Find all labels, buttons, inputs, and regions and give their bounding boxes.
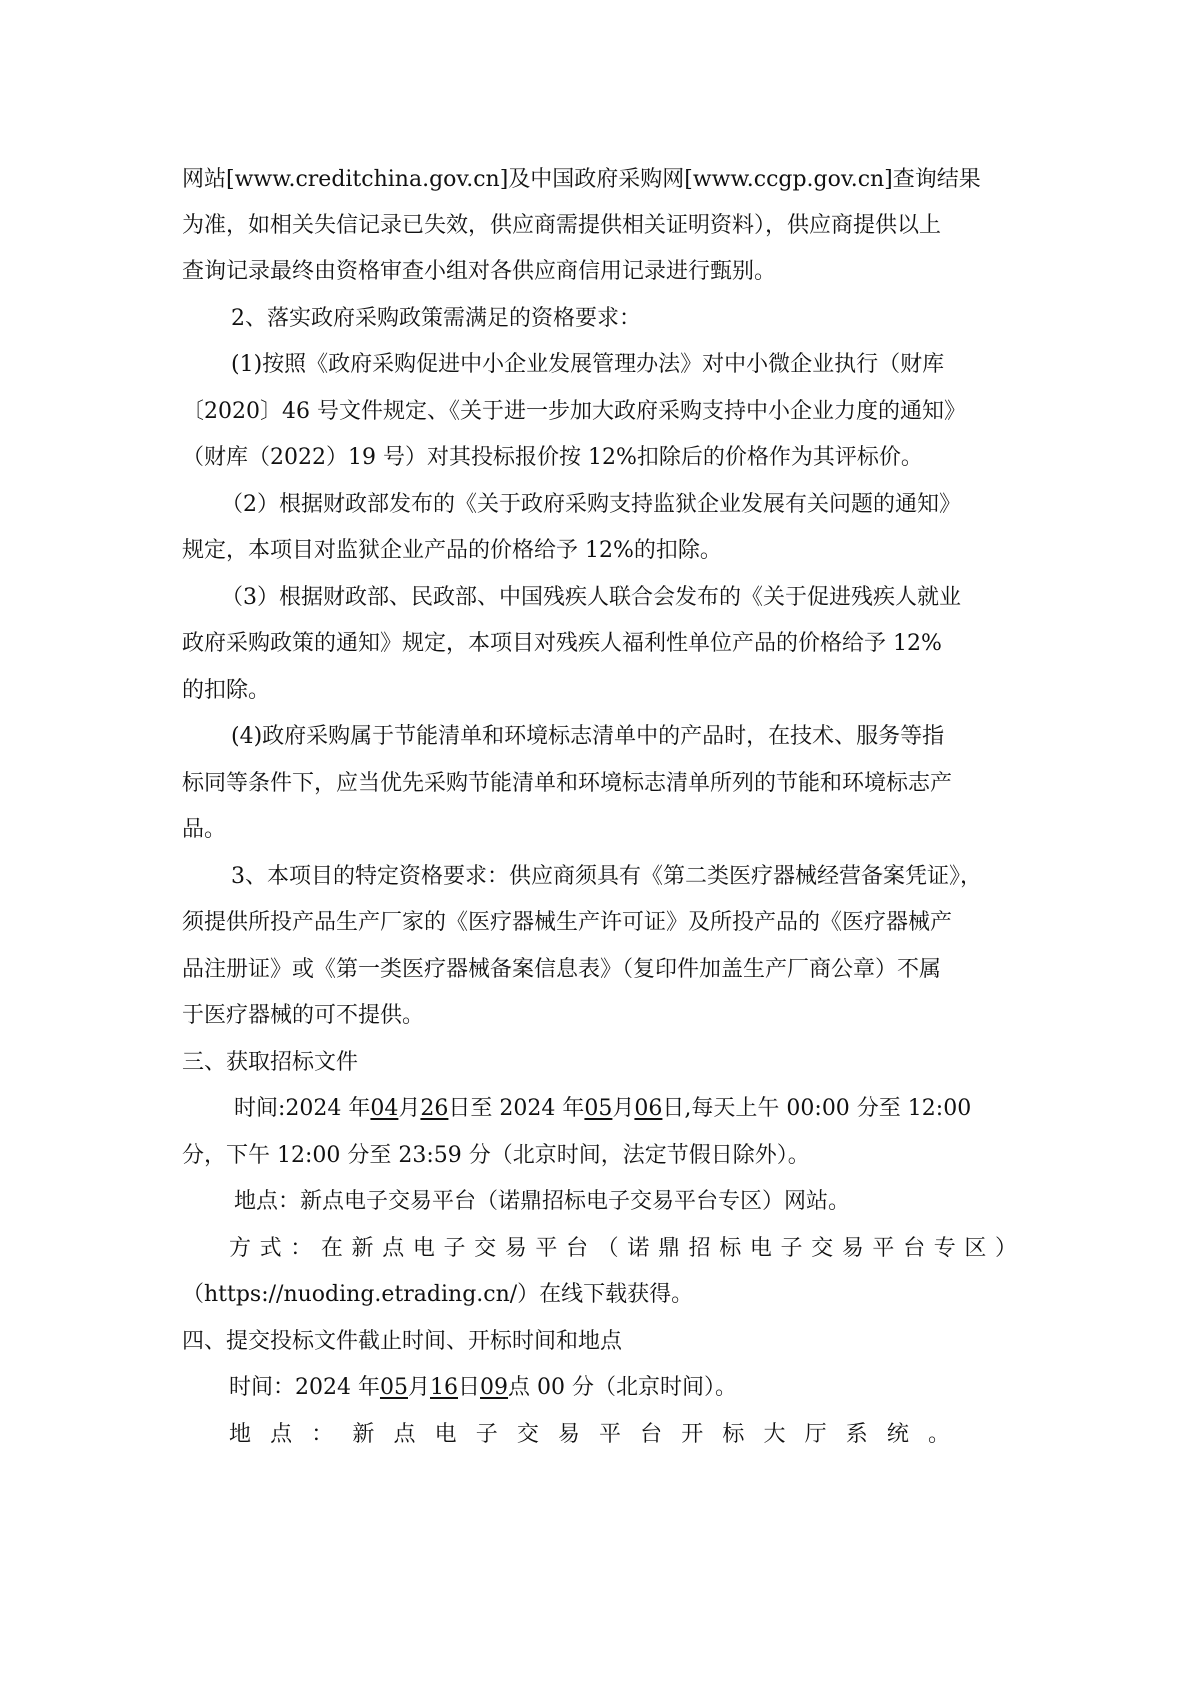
month-value: 04 — [370, 1096, 399, 1121]
text: 日,每天上午 00:00 分至 12:00 — [662, 1096, 972, 1121]
paragraph-line: 品。 — [182, 817, 227, 842]
paragraph-line: 3、本项目的特定资格要求：供应商须具有《第二类医疗器械经营备案凭证》， — [231, 864, 982, 889]
get-time-continuation: 分，下午 12:00 分至 23:59 分（北京时间，法定节假日除外）。 — [182, 1143, 810, 1168]
month-value: 05 — [584, 1096, 613, 1121]
method-line: 方式：在新点电子交易平台（诺鼎招标电子交易平台专区） — [229, 1236, 1017, 1261]
paragraph-line: 为准，如相关失信记录已失效，供应商需提供相关证明资料），供应商提供以上 — [182, 213, 942, 238]
paragraph-line: 规定，本项目对监狱企业产品的价格给予 12%的扣除。 — [182, 538, 722, 563]
paragraph-line: 政府采购政策的通知》规定，本项目对残疾人福利性单位产品的价格给予 12% — [182, 631, 942, 656]
paragraph-line: 的扣除。 — [182, 678, 271, 703]
month-value: 05 — [379, 1375, 408, 1400]
day-value: 06 — [634, 1096, 663, 1121]
text: 月 — [407, 1375, 430, 1400]
paragraph-line: （财库（2022）19 号）对其投标报价按 12%扣除后的价格作为其评标价。 — [182, 445, 923, 470]
text: 日 — [458, 1375, 481, 1400]
paragraph-line: 〔2020〕46 号文件规定、《关于进一步加大政府采购支持中小企业力度的通知》 — [182, 399, 966, 424]
text: 日至 2024 年 — [448, 1096, 585, 1121]
paragraph-line: 须提供所投产品生产厂家的《医疗器械生产许可证》及所投产品的《医疗器械产 — [182, 910, 953, 935]
paragraph-line: 网站[www.creditchina.gov.cn]及中国政府采购网[www.ccgp.gov.cn]查询结果 — [182, 167, 981, 192]
paragraph-line: 标同等条件下，应当优先采购节能清单和环境标志清单所列的节能和环境标志产 — [182, 771, 953, 796]
paragraph-line: 品注册证》或《第一类医疗器械备案信息表》（复印件加盖生产厂商公章）不属 — [182, 957, 942, 982]
paragraph-line: 于医疗器械的可不提供。 — [182, 1003, 425, 1028]
method-url-line: （https://nuoding.etrading.cn/）在线下载获得。 — [182, 1282, 694, 1307]
paragraph-line: (4)政府采购属于节能清单和环境标志清单中的产品时，在技术、服务等指 — [231, 724, 945, 749]
text: 月 — [612, 1096, 635, 1121]
get-time-line — [234, 1094, 1069, 1124]
location-line: 地点：新点电子交易平台开标大厅系统。 — [229, 1422, 950, 1447]
paragraph-line: 2、落实政府采购政策需满足的资格要求： — [231, 306, 641, 331]
text: 月 — [398, 1096, 421, 1121]
day-value: 16 — [430, 1375, 458, 1400]
location-line: 地点：新点电子交易平台（诺鼎招标电子交易平台专区）网站。 — [234, 1189, 851, 1214]
day-value: 26 — [420, 1096, 449, 1121]
paragraph-line: (1)按照《政府采购促进中小企业发展管理办法》对中小微企业执行（财库 — [231, 352, 945, 377]
submit-time-line — [229, 1373, 1064, 1403]
section-heading: 四、提交投标文件截止时间、开标时间和地点 — [182, 1329, 623, 1354]
text: 点 00 分（北京时间）。 — [508, 1375, 737, 1400]
paragraph-line: 查询记录最终由资格审查小组对各供应商信用记录进行甄别。 — [182, 259, 777, 284]
text: 时间:2024 年 — [234, 1096, 371, 1121]
paragraph-line: （2）根据财政部发布的《关于政府采购支持监狱企业发展有关问题的通知》 — [221, 492, 961, 517]
text: 时间：2024 年 — [229, 1375, 380, 1400]
section-heading: 三、获取招标文件 — [182, 1050, 359, 1075]
paragraph-line: （3）根据财政部、民政部、中国残疾人联合会发布的《关于促进残疾人就业 — [221, 585, 961, 610]
hour-value: 09 — [480, 1375, 509, 1400]
